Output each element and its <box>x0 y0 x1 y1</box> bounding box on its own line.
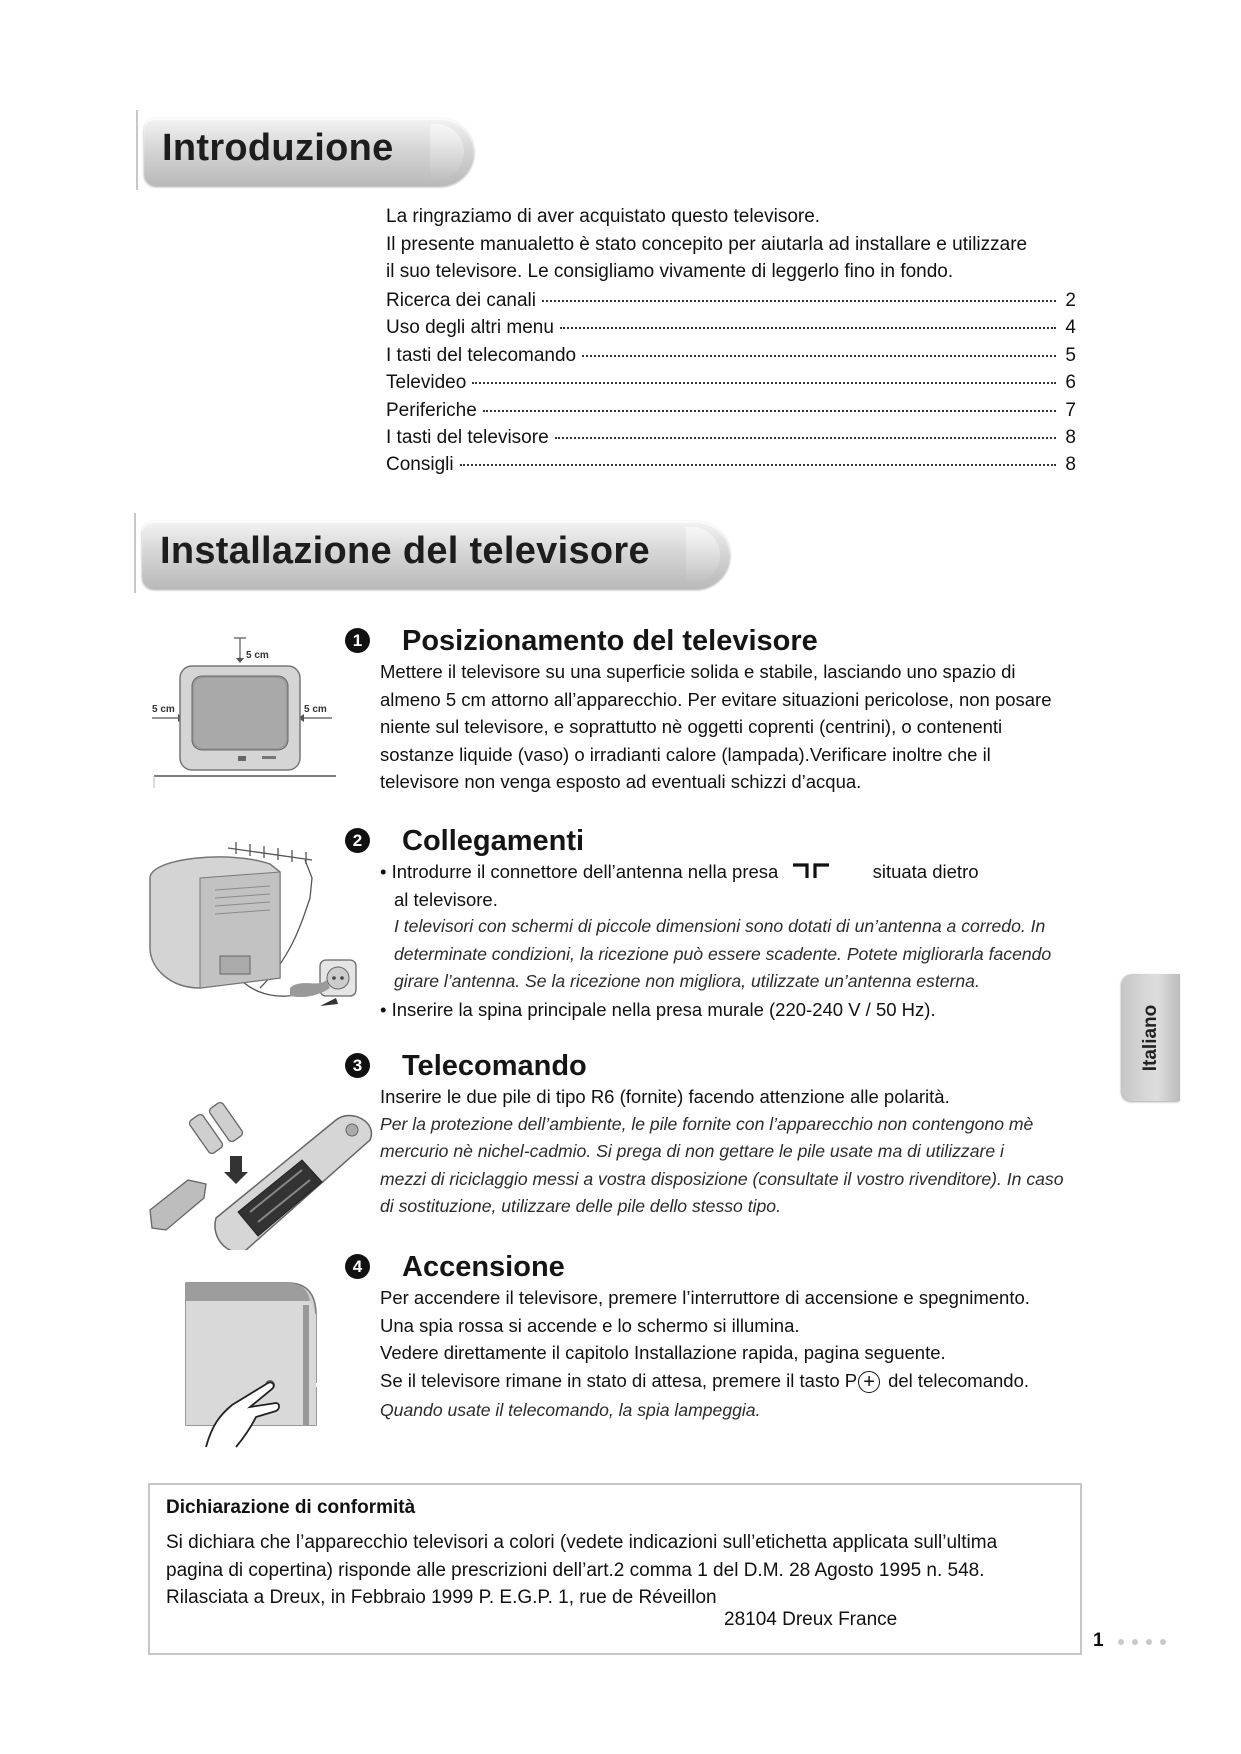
toc-label: Periferiche <box>386 399 477 421</box>
text-line: Mettere il televisore su una superficie solida e stabile, lasciando uno spazio di <box>380 661 1016 682</box>
text-line: sostanze liquide (vaso) o irradianti calore (lampada).Verificare inoltre che il <box>380 743 991 765</box>
antenna-socket-icon <box>791 862 831 880</box>
language-tab-label: Italiano <box>1140 1004 1161 1071</box>
toc-label: Ricerca dei canali <box>386 290 536 311</box>
italic-line: Per la protezione dell’ambiente, le pile fornite con l’apparecchio non contengono mè <box>380 1113 1034 1134</box>
intro-title: Introduzione <box>162 127 394 169</box>
declaration-line: pagina di copertina) risponde alle prescrizioni dell’art.2 comma 1 del D.M. 28 Agosto 1995 n. 548. <box>166 1559 985 1581</box>
language-tab[interactable] <box>1122 974 1180 1101</box>
text-run: Se il televisore rimane in stato di attesa, premere il tasto P <box>380 1369 858 1391</box>
install-title: Installazione del televisore <box>160 530 650 572</box>
text-run: del telecomando. <box>888 1369 1030 1391</box>
italic-line: di sostituzione, utilizzare delle pile dello stesso tipo. <box>380 1196 781 1217</box>
page-dot <box>1160 1639 1166 1645</box>
toc-dots <box>555 437 1056 439</box>
section-text-positioning <box>380 658 1100 796</box>
text-line: Vedere direttamente il capitolo Installazione rapida, pagina seguente. <box>380 1342 946 1364</box>
toc-page: 8 <box>1065 454 1076 476</box>
toc-label: I tasti del televisore <box>386 426 549 448</box>
text-line: Inserire le due pile di tipo R6 (fornite) facendo attenzione alle polarità. <box>380 1086 950 1107</box>
page-dot <box>1146 1639 1152 1645</box>
dim-label-right: 5 cm <box>304 704 327 715</box>
bullet-mains: • Inserire la spina principale nella presa murale (220-240 V / 50 Hz). <box>380 998 936 1020</box>
toc-label: Televideo <box>386 372 467 394</box>
italic-line: mezzi di riciclaggio messi a vostra disposizione (consultate il vostro rivenditore). In caso <box>380 1168 1064 1189</box>
dim-label-left: 5 cm <box>152 704 175 715</box>
toc-label: Uso degli altri menu <box>386 317 554 339</box>
italic-line: determinate condizioni, la ricezione può essere scadente. Potete migliorarla facendo <box>394 943 1052 964</box>
text-line: Per accendere il televisore, premere l’interruttore di accensione e spegnimento. <box>380 1287 1030 1308</box>
text-run: • Introdurre il connettore dell’antenna nella presa <box>380 861 779 882</box>
toc-row[interactable] <box>386 314 1076 341</box>
toc-dots <box>560 327 1056 329</box>
tv-clearance-illustration <box>150 636 340 796</box>
italic-line: I televisori con schermi di piccole dimensioni sono dotati di un’antenna a corredo. In <box>394 916 1046 937</box>
page-dots <box>1118 1639 1166 1645</box>
install-header <box>134 513 734 593</box>
toc-label: I tasti del telecomando <box>386 344 577 366</box>
toc-row[interactable] <box>386 397 1076 424</box>
section-title-connections: Collegamenti <box>402 825 585 857</box>
header-bar <box>136 110 138 190</box>
intro-header <box>136 110 476 190</box>
declaration-address: 28104 Dreux France <box>724 1609 898 1630</box>
toc-page: 4 <box>1065 317 1076 339</box>
toc-row[interactable] <box>386 342 1076 369</box>
toc-dots <box>542 300 1056 302</box>
dim-label-top: 5 cm <box>246 650 269 661</box>
section-text-power <box>380 1284 1110 1425</box>
italic-line: Quando usate il telecomando, la spia lampeggia. <box>380 1400 761 1421</box>
declaration-line: Si dichiara che l’apparecchio televisori a colori (vedete indicazioni sull’etichetta applicata sull’ultima <box>166 1532 998 1553</box>
toc-dots <box>582 355 1056 357</box>
declaration-line: Rilasciata a Dreux, in Febbraio 1999 P. E.G.P. 1, rue de Réveillon <box>166 1587 717 1608</box>
plus-button-icon: + <box>858 1371 880 1393</box>
toc-label: Consigli <box>386 454 454 476</box>
toc-row[interactable] <box>386 287 1076 314</box>
toc-dots <box>460 464 1056 466</box>
toc-row[interactable] <box>386 369 1076 396</box>
text-line: niente sul televisore, e soprattutto nè oggetti coprenti (centrini), o contenenti <box>380 716 1003 738</box>
text-line: almeno 5 cm attorno all’apparecchio. Per evitare situazioni pericolose, non posare <box>380 688 1052 710</box>
toc-dots <box>483 410 1056 412</box>
declaration-box <box>148 1483 1082 1655</box>
step-number-4: 4 <box>345 1254 370 1279</box>
toc-row[interactable] <box>386 451 1076 478</box>
remote-battery-illustration <box>146 1080 386 1250</box>
toc-page: 6 <box>1065 372 1076 394</box>
step-number-1: 1 <box>345 628 370 653</box>
page-dot <box>1118 1639 1124 1645</box>
declaration-body <box>166 1529 1066 1612</box>
toc-dots <box>472 382 1056 384</box>
italic-line: girare l’antenna. Se la ricezione non migliora, utilizzate un’antenna esterna. <box>394 971 980 992</box>
page-dot <box>1132 1639 1138 1645</box>
toc-page: 2 <box>1065 290 1076 311</box>
italic-line: mercurio nè nichel-cadmio. Si prega di non gettare le pile usate ma di utilizzare i <box>380 1141 1004 1162</box>
section-text-connections <box>380 858 1110 1024</box>
intro-line: il suo televisore. Le consigliamo vivamente di leggerlo fino in fondo. <box>386 261 954 282</box>
section-title-positioning: Posizionamento del televisore <box>402 625 818 657</box>
connections-illustration <box>140 838 370 1018</box>
power-button-illustration <box>176 1275 336 1450</box>
step-number-2: 2 <box>345 828 370 853</box>
intro-text <box>386 203 1076 286</box>
text-line: Una spia rossa si accende e lo schermo si illumina. <box>380 1314 800 1336</box>
standby-line <box>380 1367 1110 1395</box>
section-title-remote: Telecomando <box>402 1050 587 1082</box>
page-number: 1 <box>1093 1630 1104 1651</box>
step-number-3: 3 <box>345 1053 370 1078</box>
toc-row[interactable] <box>386 424 1076 451</box>
section-title-power: Accensione <box>402 1251 565 1283</box>
text-run: situata dietro <box>872 861 979 882</box>
intro-line: Il presente manualetto è stato concepito per aiutarla ad installare e utilizzare <box>386 233 1028 255</box>
intro-line: La ringraziamo di aver acquistato questo televisore. <box>386 206 821 227</box>
text-line: al televisore. <box>394 888 498 910</box>
toc-page: 7 <box>1065 399 1076 421</box>
toc-page: 5 <box>1065 344 1076 366</box>
header-bar <box>134 513 136 593</box>
text-line: televisore non venga esposto ad eventuali schizzi d’acqua. <box>380 771 862 793</box>
declaration-heading: Dichiarazione di conformità <box>166 1497 416 1518</box>
table-of-contents <box>386 287 1076 479</box>
toc-page: 8 <box>1065 426 1076 448</box>
section-text-remote <box>380 1083 1110 1221</box>
bullet-antenna <box>380 858 1110 886</box>
